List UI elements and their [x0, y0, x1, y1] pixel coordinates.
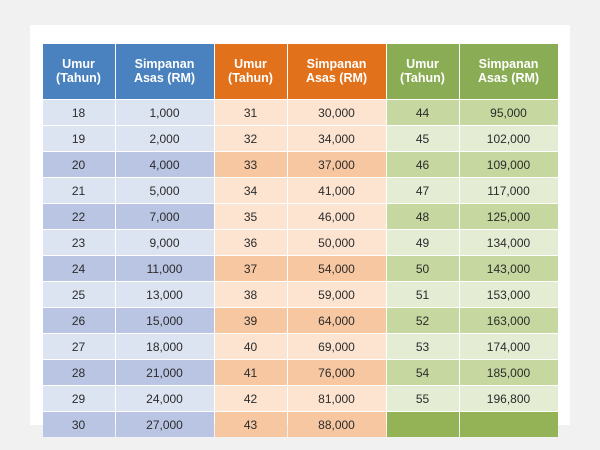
cell-amount-orange: 59,000: [288, 282, 386, 307]
cell-age-blue: 18: [43, 100, 115, 125]
cell-amount-orange: 88,000: [288, 412, 386, 437]
table-row: [43, 282, 558, 307]
cell-age-green: 51: [387, 282, 459, 307]
header-amount-orange: [288, 44, 386, 99]
header-age-orange-line2: (Tahun): [228, 71, 273, 85]
cell-age-blue: 26: [43, 308, 115, 333]
cell-amount-blue: 7,000: [116, 204, 214, 229]
header-age-blue-line2: (Tahun): [56, 71, 101, 85]
header-amount-green-line2: Asas (RM): [477, 71, 540, 85]
cell-amount-blue: 21,000: [116, 360, 214, 385]
table-row: [43, 256, 558, 281]
cell-amount-blue: 24,000: [116, 386, 214, 411]
cell-age-blue: 24: [43, 256, 115, 281]
header-amount-green-line1: Simpanan: [478, 56, 539, 71]
cell-amount-green: 134,000: [460, 230, 558, 255]
cell-age-blue: 28: [43, 360, 115, 385]
cell-amount-green: 125,000: [460, 204, 558, 229]
cell-age-green: 47: [387, 178, 459, 203]
cell-age-green: 48: [387, 204, 459, 229]
cell-age-orange: 37: [215, 256, 287, 281]
cell-age-green: 55: [387, 386, 459, 411]
cell-amount-orange: 81,000: [288, 386, 386, 411]
cell-age-orange: 43: [215, 412, 287, 437]
table-row: [43, 230, 558, 255]
cell-age-orange: 40: [215, 334, 287, 359]
header-age-green-line2: (Tahun): [400, 71, 445, 85]
cell-age-blue: 27: [43, 334, 115, 359]
cell-amount-green: 117,000: [460, 178, 558, 203]
cell-amount-blue: 1,000: [116, 100, 214, 125]
cell-amount-orange: 34,000: [288, 126, 386, 151]
cell-amount-orange: 37,000: [288, 152, 386, 177]
cell-age-orange: 31: [215, 100, 287, 125]
cell-amount-green: 196,800: [460, 386, 558, 411]
table-header-row: [43, 44, 558, 99]
table-row: [43, 100, 558, 125]
cell-amount-orange: 64,000: [288, 308, 386, 333]
cell-amount-orange: 54,000: [288, 256, 386, 281]
cell-amount-blue: 4,000: [116, 152, 214, 177]
header-age-green: [387, 44, 459, 99]
cell-amount-blue: 5,000: [116, 178, 214, 203]
cell-age-orange: 38: [215, 282, 287, 307]
cell-age-blue: 30: [43, 412, 115, 437]
cell-amount-orange: 30,000: [288, 100, 386, 125]
header-age-blue-line1: Umur: [62, 56, 95, 71]
cell-amount-green: 109,000: [460, 152, 558, 177]
header-amount-blue-line1: Simpanan: [134, 56, 195, 71]
cell-amount-blue: 27,000: [116, 412, 214, 437]
header-age-green-line1: Umur: [406, 56, 439, 71]
cell-amount-blue: 11,000: [116, 256, 214, 281]
cell-age-orange: 34: [215, 178, 287, 203]
header-amount-green: [460, 44, 558, 99]
cell-age-blue: 20: [43, 152, 115, 177]
header-age-blue: [43, 44, 115, 99]
cell-amount-orange: 76,000: [288, 360, 386, 385]
cell-amount-orange: 41,000: [288, 178, 386, 203]
cell-age-green: 46: [387, 152, 459, 177]
cell-amount-green: 174,000: [460, 334, 558, 359]
table-row: [43, 152, 558, 177]
table-container: [30, 25, 570, 432]
table-row: [43, 412, 558, 437]
table-row: [43, 334, 558, 359]
cell-amount-green: 95,000: [460, 100, 558, 125]
cell-amount-green: 143,000: [460, 256, 558, 281]
savings-schedule-table: [42, 43, 559, 438]
cell-amount-blue: 13,000: [116, 282, 214, 307]
cell-age-orange: 42: [215, 386, 287, 411]
cell-amount-orange: 46,000: [288, 204, 386, 229]
cell-amount-orange: 50,000: [288, 230, 386, 255]
cell-age-blue: 29: [43, 386, 115, 411]
cell-age-green: 45: [387, 126, 459, 151]
header-amount-orange-line2: Asas (RM): [305, 71, 368, 85]
cell-amount-blue: 2,000: [116, 126, 214, 151]
cell-age-green: 54: [387, 360, 459, 385]
cell-age-orange: 33: [215, 152, 287, 177]
cell-amount-orange: 69,000: [288, 334, 386, 359]
cell-age-orange: 41: [215, 360, 287, 385]
cell-amount-green: 102,000: [460, 126, 558, 151]
cell-amount-blue: 9,000: [116, 230, 214, 255]
table-row: [43, 178, 558, 203]
cell-age-blue: 21: [43, 178, 115, 203]
header-amount-blue-line2: Asas (RM): [133, 71, 196, 85]
cell-age-blue: 19: [43, 126, 115, 151]
cell-amount-blue: 18,000: [116, 334, 214, 359]
header-amount-orange-line1: Simpanan: [306, 56, 367, 71]
cell-age-green: 50: [387, 256, 459, 281]
cell-age-orange: 39: [215, 308, 287, 333]
cell-amount-green: 185,000: [460, 360, 558, 385]
table-row: [43, 204, 558, 229]
cell-age-green: 49: [387, 230, 459, 255]
cell-age-orange: 36: [215, 230, 287, 255]
header-amount-blue: [116, 44, 214, 99]
table-row: [43, 386, 558, 411]
table-row: [43, 360, 558, 385]
cell-age-blue: 22: [43, 204, 115, 229]
cell-age-blue: 25: [43, 282, 115, 307]
header-age-orange-line1: Umur: [234, 56, 267, 71]
table-row: [43, 308, 558, 333]
header-age-orange: [215, 44, 287, 99]
cell-age-green: 53: [387, 334, 459, 359]
cell-amount-green-empty: [460, 412, 558, 437]
cell-amount-blue: 15,000: [116, 308, 214, 333]
cell-age-orange: 35: [215, 204, 287, 229]
cell-amount-green: 163,000: [460, 308, 558, 333]
cell-age-green-empty: [387, 412, 459, 437]
cell-age-green: 44: [387, 100, 459, 125]
cell-age-green: 52: [387, 308, 459, 333]
cell-age-blue: 23: [43, 230, 115, 255]
cell-age-orange: 32: [215, 126, 287, 151]
table-row: [43, 126, 558, 151]
cell-amount-green: 153,000: [460, 282, 558, 307]
